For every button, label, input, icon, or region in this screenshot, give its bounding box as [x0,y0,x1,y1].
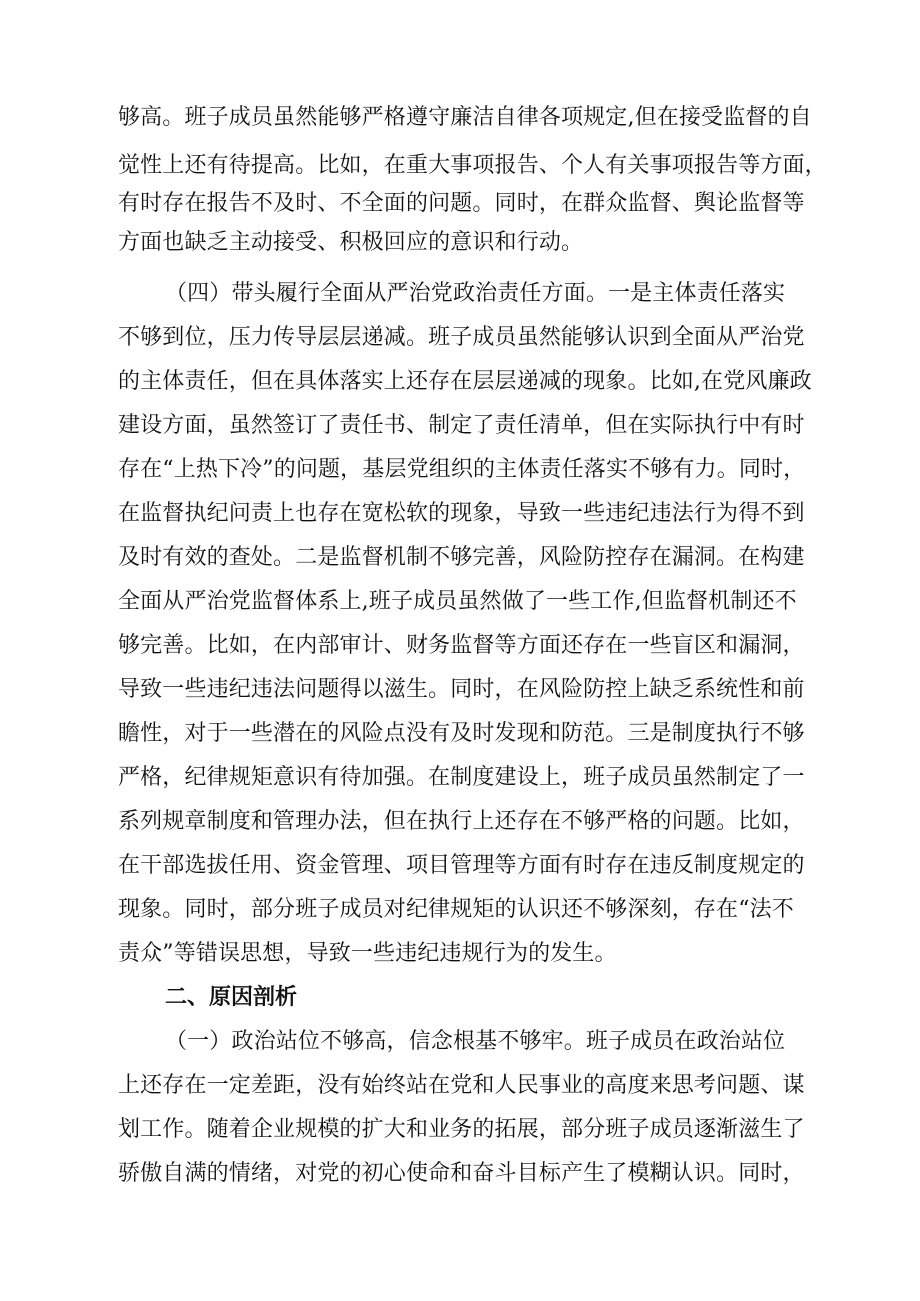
paragraph-line: 有时存在报告不及时、不全面的问题。同时，在群众监督、舆论监督等 [118,191,805,216]
paragraph-line: 上还存在一定差距，没有始终站在党和人民事业的高度来思考问题、谋 [118,1073,805,1098]
paragraph-line: 觉性上还有待提高。比如，在重大事项报告、个人有关事项报告等方面， [118,153,827,178]
paragraph-line: 全面从严治党监督体系上,班子成员虽然做了一些工作,但监督机制还不 [118,589,797,614]
paragraph-line: 瞻性，对于一些潜在的风险点没有及时发现和防范。三是制度执行不够 [118,721,805,746]
paragraph-line: （一）政治站位不够高，信念根基不够牢。班子成员在政治站位 [165,1029,786,1054]
paragraph-line: 严格，纪律规矩意识有待加强。在制度建设上，班子成员虽然制定了一 [118,765,805,790]
paragraph-line: 不够到位，压力传导层层递减。班子成员虽然能够认识到全面从严治党 [118,325,805,350]
paragraph-line: 导致一些违纪违法问题得以滋生。同时，在风险防控上缺乏系统性和前 [118,677,805,702]
paragraph-line: 建设方面，虽然签订了责任书、制定了责任清单，但在实际执行中有时 [118,413,805,438]
section-heading: 二、原因剖析 [165,985,298,1010]
paragraph-line: 在干部选拔任用、资金管理、项目管理等方面有时存在违反制度规定的 [118,853,805,878]
paragraph-line: 方面也缺乏主动接受、积极回应的意识和行动。 [118,230,584,255]
paragraph-line: 及时有效的查处。二是监督机制不够完善，风险防控存在漏洞。在构建 [118,545,805,570]
paragraph-line: 现象。同时，部分班子成员对纪律规矩的认识还不够深刻，存在“法不 [118,897,794,922]
paragraph-line: 系列规章制度和管理办法，但在执行上还存在不够严格的问题。比如， [118,809,805,834]
paragraph-line: 的主体责任，但在具体落实上还存在层层递减的现象。比如,在党风廉政 [118,369,812,394]
paragraph-line: 责众”等错误思想，导致一些违纪违规行为的发生。 [118,941,617,966]
paragraph-line: （四）带头履行全面从严治党政治责任方面。一是主体责任落实 [165,281,786,306]
paragraph-line: 在监督执纪问责上也存在宽松软的现象，导致一些违纪违法行为得不到 [118,501,805,526]
paragraph-line: 存在“上热下冷”的问题，基层党组织的主体责任落实不够有力。同时， [118,457,806,482]
paragraph-line: 够完善。比如，在内部审计、财务监督等方面还存在一些盲区和漏洞， [118,633,805,658]
paragraph-line: 够高。班子成员虽然能够严格遵守廉洁自律各项规定,但在接受监督的自 [118,105,812,130]
paragraph-line: 骄傲自满的情绪，对党的初心使命和奋斗目标产生了模糊认识。同时， [118,1161,805,1186]
paragraph-line: 划工作。随着企业规模的扩大和业务的拓展，部分班子成员逐渐滋生了 [118,1117,805,1142]
